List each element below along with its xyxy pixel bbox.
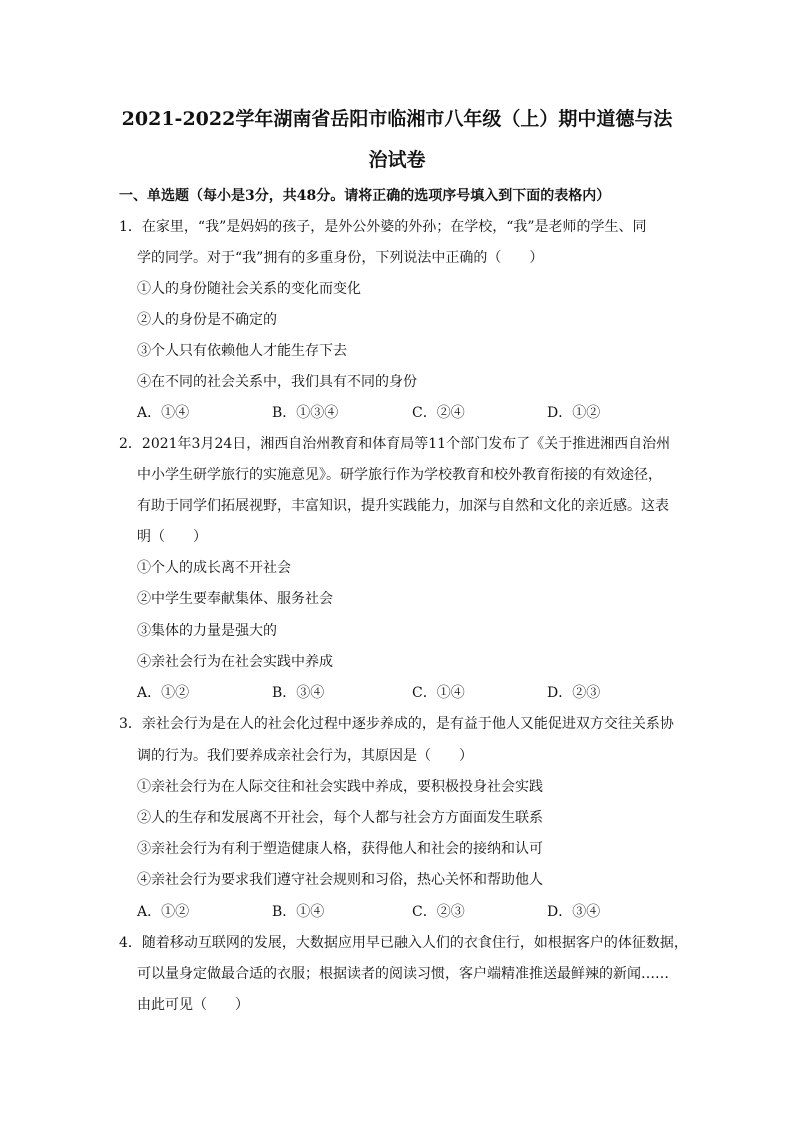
q1-option-d: D．①② bbox=[547, 405, 601, 421]
q3-option-b: B．①④ bbox=[272, 904, 325, 920]
q3-item-1: ①亲社会行为在人际交往和社会实践中养成，要积极投身社会实践 bbox=[137, 779, 543, 795]
q2-item-2: ②中学生要奉献集体、服务社会 bbox=[137, 591, 333, 607]
q4-stem-line-2: 可以量身定做最合适的衣服；根据读者的阅读习惯，客户端精准推送最鲜辣的新闻…… bbox=[137, 966, 669, 982]
q3-item-4: ④亲社会行为要求我们遵守社会规则和习俗，热心关怀和帮助他人 bbox=[137, 872, 543, 888]
q1-option-a: A．①④ bbox=[137, 405, 190, 421]
q2-stem-line-4: 明（ ） bbox=[137, 529, 207, 545]
section-heading: 一、单选题（每小是3分，共48分。请将正确的选项序号填入到下面的表格内） bbox=[119, 188, 611, 204]
exam-title-line-2: 治试卷 bbox=[368, 149, 426, 171]
q1-item-1: ①人的身份随社会关系的变化而变化 bbox=[137, 281, 361, 297]
q2-stem-line-2: 中小学生研学旅行的实施意见》。研学旅行作为学校教育和校外教育衔接的有效途径， bbox=[137, 467, 662, 483]
q1-stem-line-1: 1．在家里，“我”是妈妈的孩子，是外公外婆的外孙；在学校，“我”是老师的学生、同 bbox=[119, 219, 647, 235]
q3-option-a: A．①② bbox=[137, 904, 190, 920]
q3-stem-line-1: 3．亲社会行为是在人的社会化过程中逐步养成的，是有益于他人又能促进双方交往关系协 bbox=[119, 716, 674, 732]
q1-item-3: ③个人只有依赖他人才能生存下去 bbox=[137, 343, 347, 359]
q2-stem-line-3: 有助于同学们拓展视野，丰富知识，提升实践能力，加深与自然和文化的亲近感。这表 bbox=[137, 498, 669, 514]
q2-option-d: D．②③ bbox=[547, 685, 601, 701]
q1-stem-line-2: 学的同学。对于“我”拥有的多重身份，下列说法中正确的（ ） bbox=[137, 250, 544, 266]
q2-option-a: A．①② bbox=[137, 685, 190, 701]
exam-title-line-1: 2021-2022学年湖南省岳阳市临湘市八年级（上）期中道德与法 bbox=[121, 108, 673, 130]
q3-option-d: D．③④ bbox=[547, 904, 601, 920]
q2-stem-line-1: 2．2021年3月24日，湘西自治州教育和体育局等11个部门发布了《关于推进湘西自治州 bbox=[119, 436, 671, 452]
q4-stem-line-1: 4．随着移动互联网的发展，大数据应用早已融入人们的衣食住行，如根据客户的体征数据， bbox=[119, 935, 688, 951]
q3-option-c: C．②③ bbox=[412, 904, 465, 920]
q2-item-1: ①个人的成长离不开社会 bbox=[137, 560, 291, 576]
q2-item-4: ④亲社会行为在社会实践中养成 bbox=[137, 654, 333, 670]
q2-item-3: ③集体的力量是强大的 bbox=[137, 623, 277, 639]
q3-item-2: ②人的生存和发展离不开社会，每个人都与社会方方面面发生联系 bbox=[137, 810, 543, 826]
q1-item-2: ②人的身份是不确定的 bbox=[137, 312, 277, 328]
q1-option-c: C．②④ bbox=[412, 405, 465, 421]
q2-option-b: B．③④ bbox=[272, 685, 325, 701]
q3-stem-line-2: 调的行为。我们要养成亲社会行为，其原因是（ ） bbox=[137, 748, 473, 764]
q3-item-3: ③亲社会行为有利于塑造健康人格，获得他人和社会的接纳和认可 bbox=[137, 841, 543, 857]
q1-item-4: ④在不同的社会关系中，我们具有不同的身份 bbox=[137, 374, 417, 390]
q1-option-b: B．①③④ bbox=[272, 405, 339, 421]
q2-option-c: C．①④ bbox=[412, 685, 465, 701]
q4-stem-line-3: 由此可见（ ） bbox=[137, 997, 249, 1013]
